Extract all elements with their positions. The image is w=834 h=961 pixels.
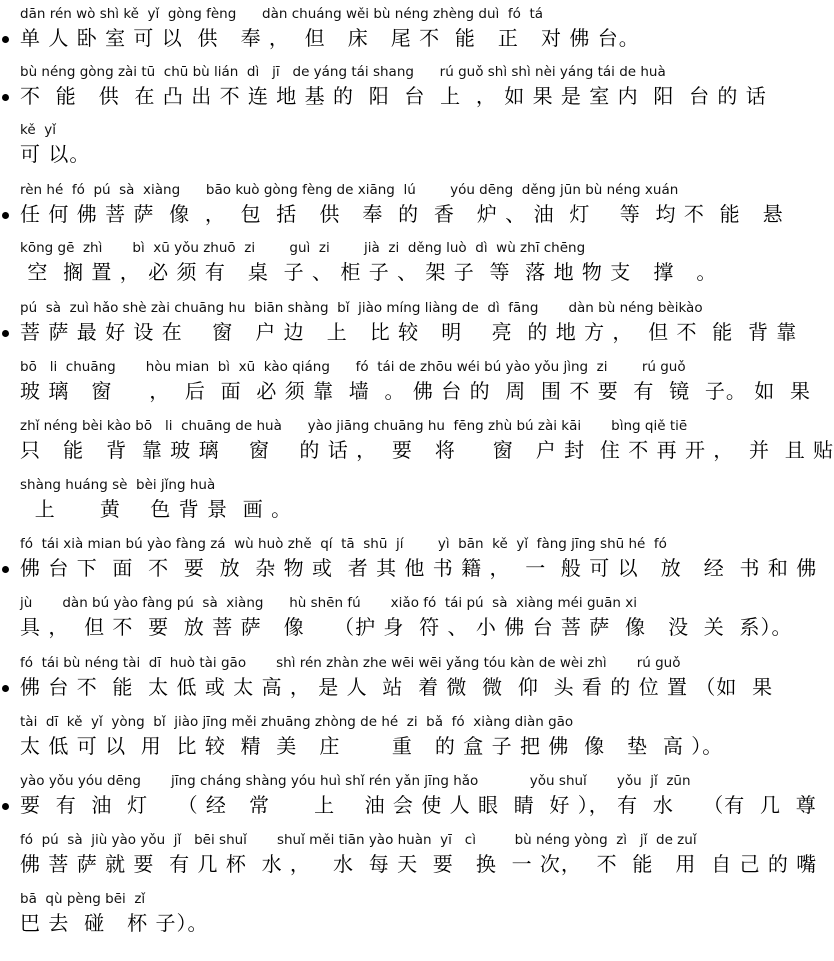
bullet-icon <box>2 330 9 337</box>
hanzi-line: 具 ， 但 不 要 放 菩 萨 像 （护 身 符 、 小 佛 台 菩 萨 像 没 关 系）。 <box>20 615 793 639</box>
pinyin-line: yào yǒu yóu dēng jīng cháng shàng yóu huì shǐ rén yǎn jīng hǎo yǒu shuǐ yǒu jǐ zūn <box>20 773 691 789</box>
hanzi-line: 太 低 可 以 用 比 较 精 美 庄 重 的 盒 子 把 佛 像 垫 高 ）。 <box>20 734 724 758</box>
bullet-icon <box>2 36 9 43</box>
pinyin-line: fó tái xià mian bú yào fàng zá wù huò zhě qí tā shū jí yì bān kě yǐ fàng jīng shū hé fó <box>20 536 667 552</box>
pinyin-line: bù néng gòng zài tū chū bù lián dì jī de yáng tái shang rú guǒ shì shì nèi yáng tái de huà <box>20 64 666 80</box>
pinyin-line: jù dàn bú yào fàng pú sà xiàng hù shēn fú xiǎo fó tái pú sà xiàng méi guān xi <box>20 595 637 611</box>
hanzi-line: 不 能 供 在 凸 出 不 连 地 基 的 阳 台 上 ， 如 果 是 室 内 阳 台 的 话 <box>20 84 767 108</box>
pinyin-line: bō li chuāng hòu mian bì xū kào qiáng fó tái de zhōu wéi bú yào yǒu jìng zi rú guǒ <box>20 359 686 375</box>
hanzi-line: 巴 去 碰 杯 子）。 <box>20 911 209 935</box>
hanzi-line: 单 人 卧 室 可 以 供 奉 ， 但 床 尾 不 能 正 对 佛 台。 <box>20 26 640 50</box>
pinyin-line: kōng gē zhì bì xū yǒu zhuō zi guì zi jià zi děng luò dì wù zhī chēng <box>20 240 586 256</box>
pinyin-line: fó tái bù néng tài dī huò tài gāo shì rén zhàn zhe wēi wēi yǎng tóu kàn de wèi zhì rú guǒ <box>20 655 681 671</box>
pinyin-line: dān rén wò shì kě yǐ gòng fèng dàn chuáng wěi bù néng zhèng duì fó tá <box>20 6 544 22</box>
hanzi-line: 佛 台 下 面 不 要 放 杂 物 或 者 其 他 书 籍 ， 一 般 可 以 放 经 书 和 佛 <box>20 556 818 580</box>
hanzi-line: 佛 台 不 能 太 低 或 太 高 ， 是 人 站 着 微 微 仰 头 看 的 位 置 （如 果 <box>20 675 774 699</box>
bullet-icon <box>2 94 9 101</box>
pinyin-line: zhǐ néng bèi kào bō li chuāng de huà yào jiāng chuāng hu fēng zhù bú zài kāi bìng qiě tiē <box>20 418 688 434</box>
hanzi-line: 可 以。 <box>20 142 91 166</box>
hanzi-line: 空 搁 置 ， 必 须 有 桌 子 、 柜 子 、 架 子 等 落 地 物 支 撑 。 <box>20 260 718 284</box>
hanzi-line: 玻 璃 窗 ， 后 面 必 须 靠 墙 。 佛 台 的 周 围 不 要 有 镜 子。 如 果 <box>20 379 811 403</box>
pinyin-line: kě yǐ <box>20 122 56 138</box>
bullet-icon <box>2 803 9 810</box>
pinyin-line: rèn hé fó pú sà xiàng bāo kuò gòng fèng de xiāng lú yóu dēng děng jūn bù néng xuán <box>20 182 679 198</box>
pinyin-line: bā qù pèng bēi zǐ <box>20 891 146 907</box>
hanzi-line: 佛 菩 萨 就 要 有 几 杯 水 ， 水 每 天 要 换 一 次， 不 能 用 自 己 的 嘴 <box>20 852 818 876</box>
bullet-icon <box>2 566 9 573</box>
hanzi-line: 只 能 背 靠 玻 璃 窗 的 话 ， 要 将 窗 户 封 住 不 再 开 ， 并 且 贴 <box>20 438 834 462</box>
hanzi-line: 菩 萨 最 好 设 在 窗 户 边 上 比 较 明 亮 的 地 方 ， 但 不 能 背 靠 <box>20 320 798 344</box>
hanzi-line: 上 黄 色 背 景 画 。 <box>20 497 293 521</box>
bullet-icon <box>2 685 9 692</box>
pinyin-line: fó pú sà jiù yào yǒu jǐ bēi shuǐ shuǐ měi tiān yào huàn yī cì bù néng yòng zì jǐ de zuǐ <box>20 832 697 848</box>
hanzi-line: 任 何 佛 菩 萨 像 ， 包 括 供 奉 的 香 炉 、 油 灯 等 均 不 能 悬 <box>20 202 784 226</box>
pinyin-line: pú sà zuì hǎo shè zài chuāng hu biān shàng bǐ jiào míng liàng de dì fāng dàn bù néng bèikào <box>20 300 703 316</box>
pinyin-line: shàng huáng sè bèi jǐng huà <box>20 477 216 493</box>
hanzi-line: 要 有 油 灯 （ 经 常 上 油 会 使 人 眼 睛 好 ）， 有 水 （有 几 尊 <box>20 793 817 817</box>
pinyin-line: tài dī kě yǐ yòng bǐ jiào jīng měi zhuāng zhòng de hé zi bǎ fó xiàng diàn gāo <box>20 714 574 730</box>
bullet-icon <box>2 212 9 219</box>
